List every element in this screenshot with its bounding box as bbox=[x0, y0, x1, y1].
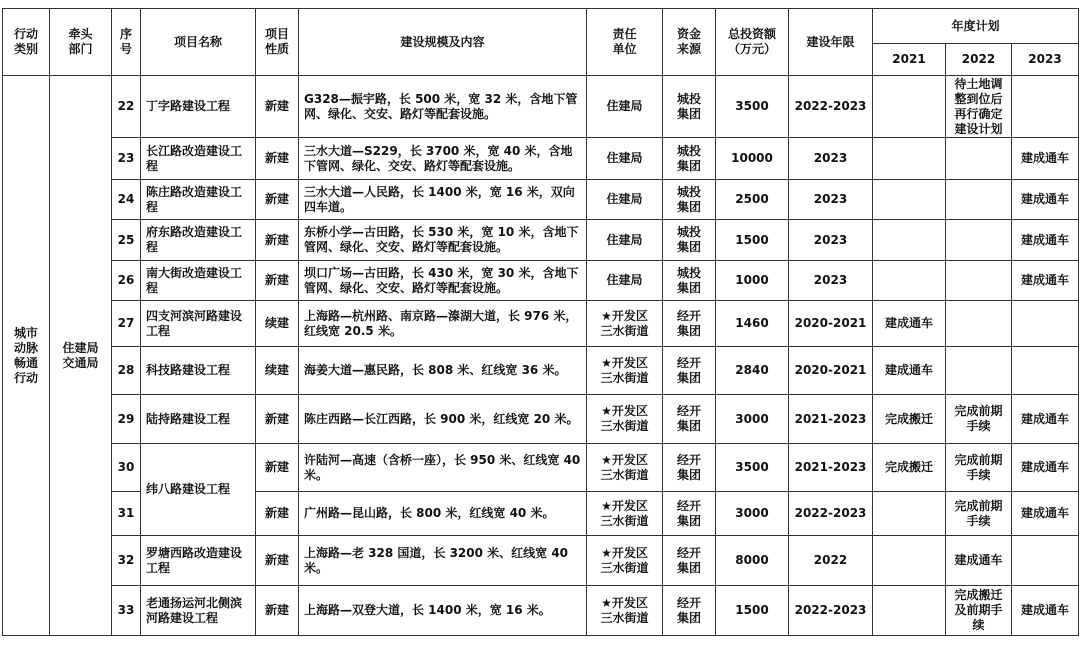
seq-cell: 29 bbox=[112, 395, 141, 444]
nature-cell: 续建 bbox=[256, 301, 299, 347]
plan-2021-cell bbox=[873, 492, 946, 536]
unit-cell: ★开发区 三水街道 bbox=[587, 536, 663, 586]
dept-cell: 住建局 交通局 bbox=[50, 76, 112, 636]
plan-2023-cell: 建成通车 bbox=[1012, 492, 1079, 536]
header-dept: 牵头 部门 bbox=[50, 9, 112, 76]
table-row bbox=[3, 536, 1079, 586]
invest-cell: 1500 bbox=[716, 586, 789, 636]
plan-2021-cell: 完成搬迁 bbox=[873, 444, 946, 492]
table-row bbox=[3, 301, 1079, 347]
plan-2023-cell: 建成通车 bbox=[1012, 220, 1079, 261]
fund-cell: 城投 集团 bbox=[663, 261, 716, 301]
scale-cell: 陈庄西路—长江西路，长 900 米，红线宽 20 米。 bbox=[299, 395, 587, 444]
scale-cell: 许陆河—高速（含桥一座），长 950 米、红线宽 40 米。 bbox=[299, 444, 587, 492]
scale-cell: 上海路—杭州路、南京路—溱湖大道，长 976 米，红线宽 20.5 米。 bbox=[299, 301, 587, 347]
unit-cell: 住建局 bbox=[587, 220, 663, 261]
scale-cell: 上海路—双登大道，长 1400 米，宽 16 米。 bbox=[299, 586, 587, 636]
plan-2022-cell: 完成前期 手续 bbox=[946, 492, 1012, 536]
unit-cell: ★开发区 三水街道 bbox=[587, 492, 663, 536]
fund-cell: 城投 集团 bbox=[663, 220, 716, 261]
table-row bbox=[3, 138, 1079, 180]
project-name-cell: 南大街改造建设工程 bbox=[141, 261, 256, 301]
nature-cell: 新建 bbox=[256, 261, 299, 301]
seq-cell: 25 bbox=[112, 220, 141, 261]
years-cell: 2020-2021 bbox=[789, 347, 873, 395]
plan-2022-cell: 完成前期 手续 bbox=[946, 395, 1012, 444]
unit-cell: 住建局 bbox=[587, 261, 663, 301]
plan-2021-cell bbox=[873, 76, 946, 138]
scale-cell: 坝口广场—古田路，长 430 米，宽 30 米，含地下管网、绿化、交安、路灯等配套设施。 bbox=[299, 261, 587, 301]
project-name-cell: 丁字路建设工程 bbox=[141, 76, 256, 138]
scale-cell: 东桥小学—古田路，长 530 米，宽 10 米，含地下管网、绿化、交安、路灯等配套设施。 bbox=[299, 220, 587, 261]
seq-cell: 26 bbox=[112, 261, 141, 301]
invest-cell: 1460 bbox=[716, 301, 789, 347]
seq-cell: 31 bbox=[112, 492, 141, 536]
fund-cell: 经开 集团 bbox=[663, 492, 716, 536]
fund-cell: 经开 集团 bbox=[663, 536, 716, 586]
table-row bbox=[3, 586, 1079, 636]
header-nature: 项目 性质 bbox=[256, 9, 299, 76]
plan-2021-cell bbox=[873, 261, 946, 301]
table-row bbox=[3, 180, 1079, 220]
unit-cell: 住建局 bbox=[587, 76, 663, 138]
header-category: 行动 类别 bbox=[3, 9, 50, 76]
invest-cell: 3500 bbox=[716, 444, 789, 492]
nature-cell: 续建 bbox=[256, 347, 299, 395]
years-cell: 2023 bbox=[789, 180, 873, 220]
plan-2023-cell bbox=[1012, 536, 1079, 586]
plan-2022-cell bbox=[946, 261, 1012, 301]
invest-cell: 8000 bbox=[716, 536, 789, 586]
scale-cell: 上海路—老 328 国道，长 3200 米、红线宽 40 米。 bbox=[299, 536, 587, 586]
years-cell: 2021-2023 bbox=[789, 444, 873, 492]
plan-2022-cell: 完成前期 手续 bbox=[946, 444, 1012, 492]
header-years: 建设年限 bbox=[789, 9, 873, 76]
fund-cell: 经开 集团 bbox=[663, 586, 716, 636]
project-table bbox=[2, 8, 1079, 636]
years-cell: 2022 bbox=[789, 536, 873, 586]
nature-cell: 新建 bbox=[256, 138, 299, 180]
nature-cell: 新建 bbox=[256, 536, 299, 586]
scale-cell: 海姜大道—惠民路，长 808 米、红线宽 36 米。 bbox=[299, 347, 587, 395]
unit-cell: 住建局 bbox=[587, 180, 663, 220]
seq-cell: 30 bbox=[112, 444, 141, 492]
table-row bbox=[3, 220, 1079, 261]
nature-cell: 新建 bbox=[256, 180, 299, 220]
plan-2021-cell: 完成搬迁 bbox=[873, 395, 946, 444]
project-name-cell: 四支河滨河路建设工程 bbox=[141, 301, 256, 347]
plan-2021-cell: 建成通车 bbox=[873, 301, 946, 347]
plan-2022-cell bbox=[946, 138, 1012, 180]
scale-cell: 三水大道—人民路，长 1400 米，宽 16 米，双向四车道。 bbox=[299, 180, 587, 220]
header-2022: 2022 bbox=[946, 44, 1012, 76]
project-name-cell: 府东路改造建设工程 bbox=[141, 220, 256, 261]
table-row bbox=[3, 261, 1079, 301]
header-seq: 序 号 bbox=[112, 9, 141, 76]
seq-cell: 33 bbox=[112, 586, 141, 636]
plan-2021-cell bbox=[873, 220, 946, 261]
years-cell: 2022-2023 bbox=[789, 76, 873, 138]
fund-cell: 经开 集团 bbox=[663, 347, 716, 395]
nature-cell: 新建 bbox=[256, 395, 299, 444]
invest-cell: 2840 bbox=[716, 347, 789, 395]
plan-2023-cell: 建成通车 bbox=[1012, 395, 1079, 444]
seq-cell: 22 bbox=[112, 76, 141, 138]
invest-cell: 3000 bbox=[716, 492, 789, 536]
years-cell: 2020-2021 bbox=[789, 301, 873, 347]
unit-cell: ★开发区 三水街道 bbox=[587, 347, 663, 395]
years-cell: 2023 bbox=[789, 220, 873, 261]
invest-cell: 3000 bbox=[716, 395, 789, 444]
plan-2021-cell: 建成通车 bbox=[873, 347, 946, 395]
header-unit: 责任 单位 bbox=[587, 9, 663, 76]
years-cell: 2023 bbox=[789, 138, 873, 180]
plan-2023-cell: 建成通车 bbox=[1012, 586, 1079, 636]
plan-2023-cell bbox=[1012, 301, 1079, 347]
header-2023: 2023 bbox=[1012, 44, 1079, 76]
project-name-cell: 陈庄路改造建设工程 bbox=[141, 180, 256, 220]
project-name-cell: 陆持路建设工程 bbox=[141, 395, 256, 444]
invest-cell: 3500 bbox=[716, 76, 789, 138]
fund-cell: 经开 集团 bbox=[663, 301, 716, 347]
plan-2023-cell: 建成通车 bbox=[1012, 444, 1079, 492]
nature-cell: 新建 bbox=[256, 444, 299, 492]
plan-2022-cell bbox=[946, 220, 1012, 261]
header-name: 项目名称 bbox=[141, 9, 256, 76]
unit-cell: 住建局 bbox=[587, 138, 663, 180]
plan-2021-cell bbox=[873, 180, 946, 220]
plan-2023-cell: 建成通车 bbox=[1012, 180, 1079, 220]
table-row bbox=[3, 444, 1079, 492]
plan-2022-cell: 完成搬迁 及前期手 续 bbox=[946, 586, 1012, 636]
nature-cell: 新建 bbox=[256, 220, 299, 261]
unit-cell: ★开发区 三水街道 bbox=[587, 444, 663, 492]
plan-2023-cell bbox=[1012, 347, 1079, 395]
plan-2022-cell: 待土地调 整到位后 再行确定 建设计划 bbox=[946, 76, 1012, 138]
unit-cell: ★开发区 三水街道 bbox=[587, 586, 663, 636]
plan-2021-cell bbox=[873, 586, 946, 636]
scale-cell: 广州路—昆山路，长 800 米，红线宽 40 米。 bbox=[299, 492, 587, 536]
project-name-cell: 罗塘西路改造建设工程 bbox=[141, 536, 256, 586]
plan-2022-cell bbox=[946, 301, 1012, 347]
seq-cell: 27 bbox=[112, 301, 141, 347]
unit-cell: ★开发区 三水街道 bbox=[587, 395, 663, 444]
project-name-cell: 纬八路建设工程 bbox=[141, 444, 256, 536]
plan-2022-cell bbox=[946, 347, 1012, 395]
seq-cell: 24 bbox=[112, 180, 141, 220]
fund-cell: 城投 集团 bbox=[663, 76, 716, 138]
header-scale: 建设规模及内容 bbox=[299, 9, 587, 76]
seq-cell: 32 bbox=[112, 536, 141, 586]
project-name-cell: 长江路改造建设工程 bbox=[141, 138, 256, 180]
years-cell: 2023 bbox=[789, 261, 873, 301]
seq-cell: 28 bbox=[112, 347, 141, 395]
plan-2021-cell bbox=[873, 138, 946, 180]
unit-cell: ★开发区 三水街道 bbox=[587, 301, 663, 347]
plan-2022-cell bbox=[946, 180, 1012, 220]
table-row bbox=[3, 76, 1079, 138]
fund-cell: 经开 集团 bbox=[663, 395, 716, 444]
fund-cell: 城投 集团 bbox=[663, 180, 716, 220]
scale-cell: G328—振宇路，长 500 米，宽 32 米，含地下管网、绿化、交安、路灯等配套设施。 bbox=[299, 76, 587, 138]
scale-cell: 三水大道—S229，长 3700 米，宽 40 米，含地下管网、绿化、交安、路灯等配套设施。 bbox=[299, 138, 587, 180]
category-cell: 城市 动脉 畅通 行动 bbox=[3, 76, 50, 636]
seq-cell: 23 bbox=[112, 138, 141, 180]
plan-2023-cell bbox=[1012, 76, 1079, 138]
header-fund: 资金 来源 bbox=[663, 9, 716, 76]
plan-2022-cell: 建成通车 bbox=[946, 536, 1012, 586]
project-name-cell: 老通扬运河北侧滨河路建设工程 bbox=[141, 586, 256, 636]
invest-cell: 2500 bbox=[716, 180, 789, 220]
table-row bbox=[3, 347, 1079, 395]
plan-2023-cell: 建成通车 bbox=[1012, 138, 1079, 180]
plan-2021-cell bbox=[873, 536, 946, 586]
header-annual-plan: 年度计划 bbox=[873, 9, 1079, 44]
invest-cell: 10000 bbox=[716, 138, 789, 180]
years-cell: 2021-2023 bbox=[789, 395, 873, 444]
plan-2023-cell: 建成通车 bbox=[1012, 261, 1079, 301]
header-2021: 2021 bbox=[873, 44, 946, 76]
fund-cell: 经开 集团 bbox=[663, 444, 716, 492]
table-row bbox=[3, 395, 1079, 444]
years-cell: 2022-2023 bbox=[789, 586, 873, 636]
invest-cell: 1500 bbox=[716, 220, 789, 261]
header-invest: 总投资额 （万元） bbox=[716, 9, 789, 76]
years-cell: 2022-2023 bbox=[789, 492, 873, 536]
invest-cell: 1000 bbox=[716, 261, 789, 301]
project-name-cell: 科技路建设工程 bbox=[141, 347, 256, 395]
nature-cell: 新建 bbox=[256, 586, 299, 636]
nature-cell: 新建 bbox=[256, 492, 299, 536]
nature-cell: 新建 bbox=[256, 76, 299, 138]
fund-cell: 城投 集团 bbox=[663, 138, 716, 180]
